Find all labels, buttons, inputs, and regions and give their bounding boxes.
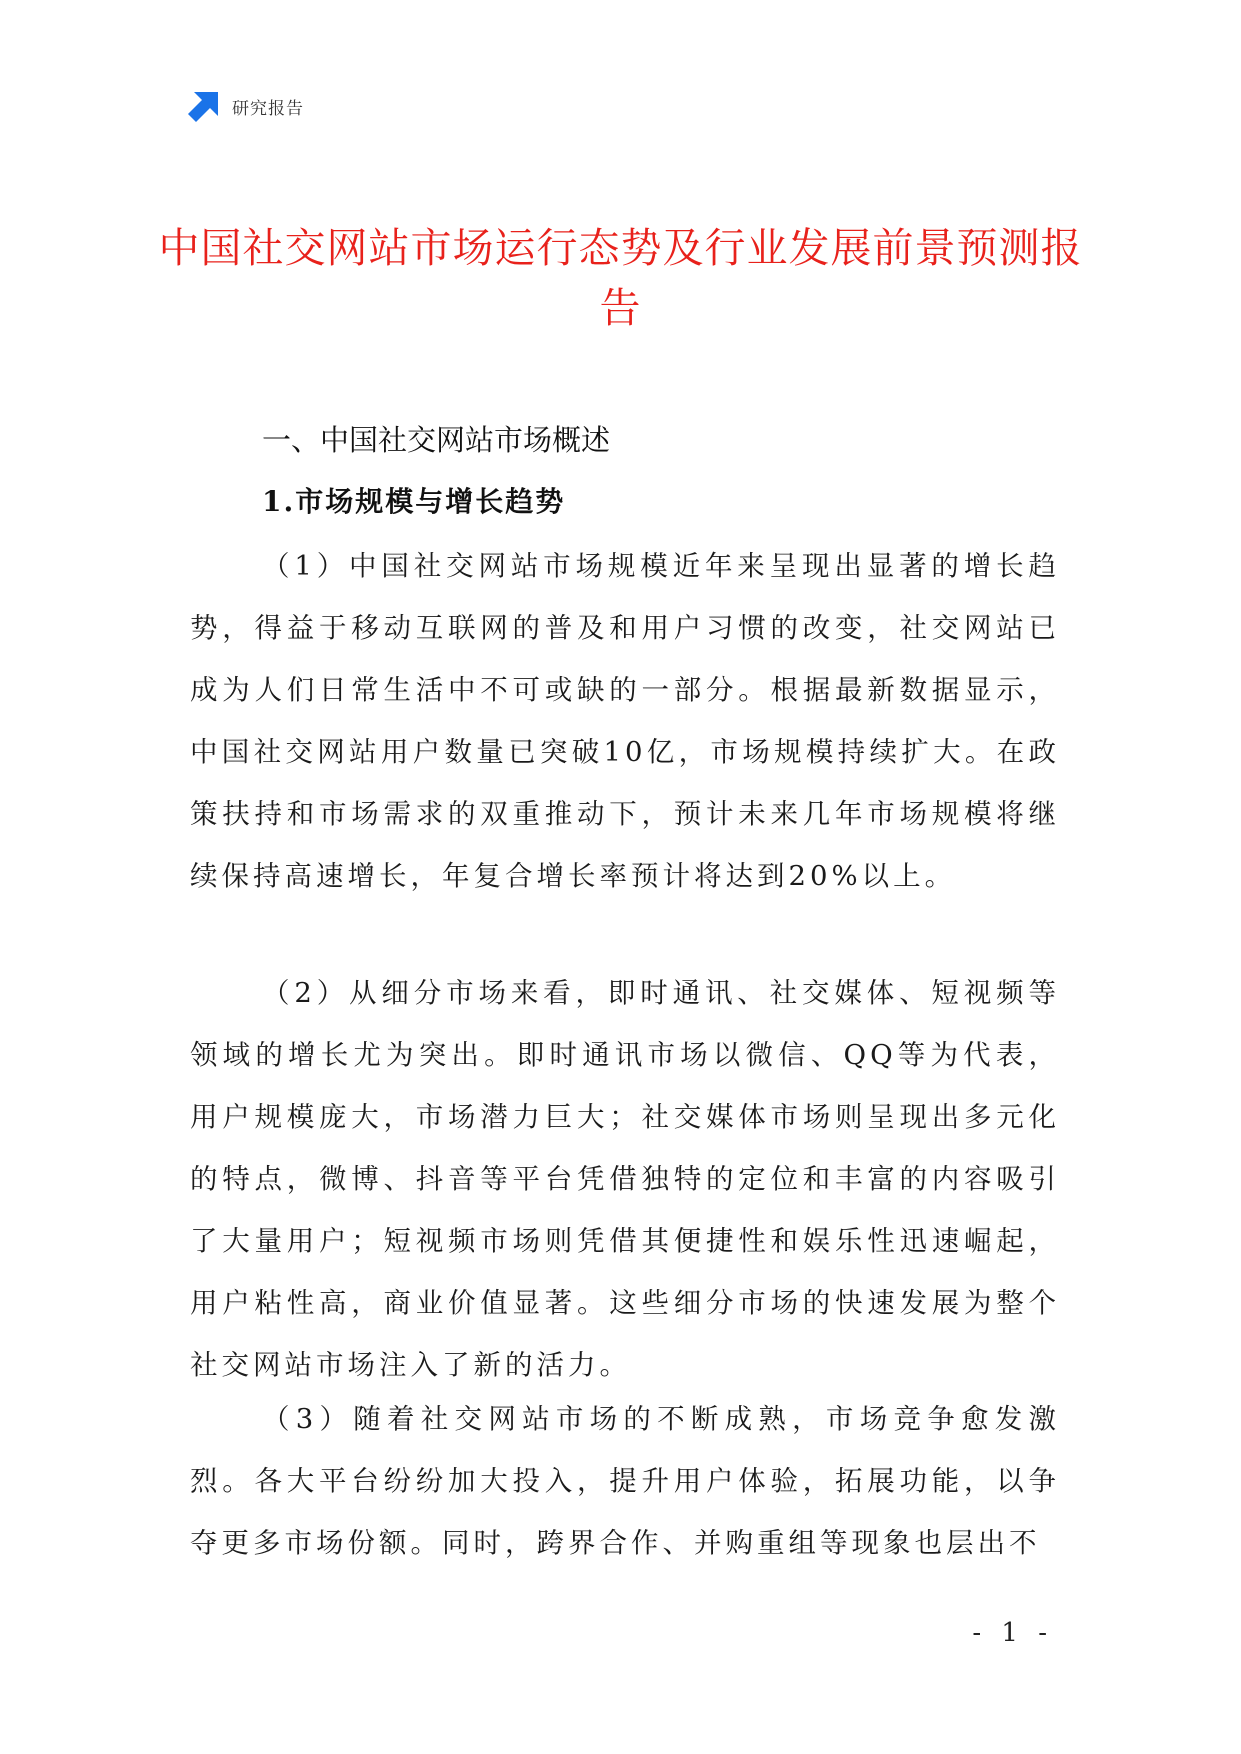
header-label: 研究报告	[232, 98, 304, 119]
body-paragraph: （2）从细分市场来看，即时通讯、社交媒体、短视频等领域的增长尤为突出。即时通讯市场以微信、QQ等为代表，用户规模庞大，市场潜力巨大；社交媒体市场则呈现出多元化的特点，微博、抖音等平台凭借独特的定位和丰富的内容吸引了大量用户；短视频市场则凭借其便捷性和娱乐性迅速崛起，用户粘性高，商业价值显著。这些细分市场的快速发展为整个社交网站市场注入了新的活力。	[190, 977, 1060, 1381]
body-paragraph: （3）随着社交网站市场的不断成熟，市场竞争愈发激烈。各大平台纷纷加大投入，提升用户体验，拓展功能，以争夺更多市场份额。同时，跨界合作、并购重组等现象也层出不	[190, 1403, 1060, 1559]
page-header	[188, 88, 304, 124]
arrow-up-right-icon	[188, 90, 220, 122]
section-heading: 一、中国社交网站市场概述	[262, 423, 611, 457]
subsection-heading: 1.市场规模与增长趋势	[262, 485, 566, 518]
body-paragraph: （1）中国社交网站市场规模近年来呈现出显著的增长趋势，得益于移动互联网的普及和用户习惯的改变，社交网站已成为人们日常生活中不可或缺的一部分。根据最新数据显示，中国社交网站用户数量已突破10亿，市场规模持续扩大。在政策扶持和市场需求的双重推动下，预计未来几年市场规模将继续保持高速增长，年复合增长率预计将达到20%以上。	[190, 550, 1060, 892]
document-title: 中国社交网站市场运行态势及行业发展前景预测报告	[158, 224, 1083, 332]
page-number: - 1 -	[972, 1618, 1053, 1648]
